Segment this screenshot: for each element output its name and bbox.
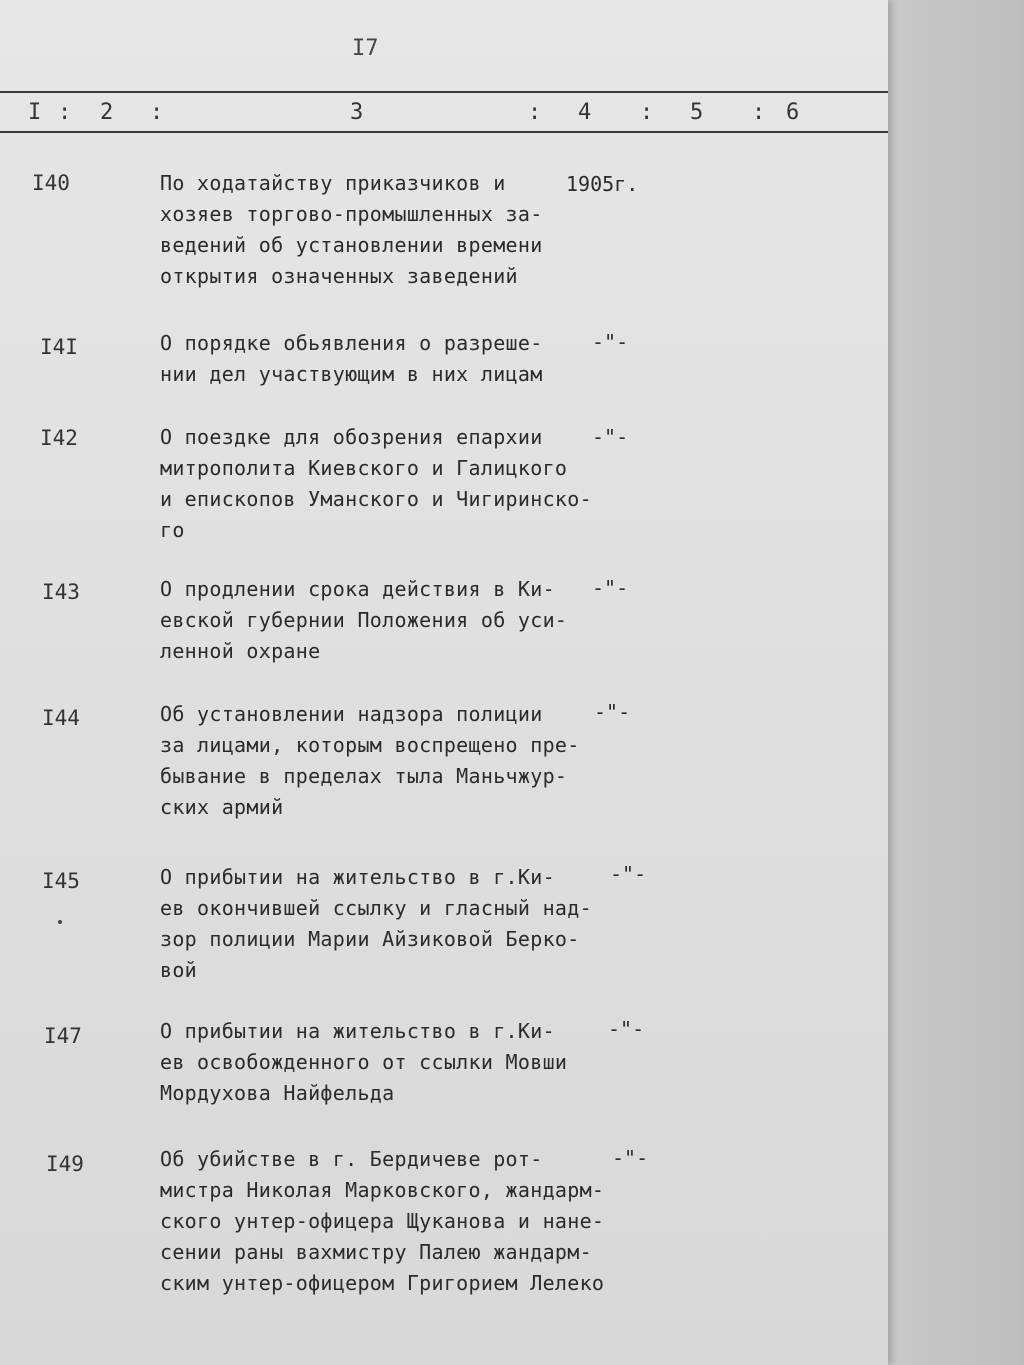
column-header-5: 5: [690, 100, 704, 125]
description-line: ских армий: [160, 795, 284, 819]
ink-mark: [58, 920, 62, 924]
column-header-6: 6: [786, 100, 800, 125]
entry-description: [160, 1016, 600, 1109]
description-line: Об установлении надзора полиции: [160, 702, 543, 726]
description-line: мистра Николая Марковского, жандарм-: [160, 1178, 605, 1202]
description-line: сении раны вахмистру Палею жандарм-: [160, 1240, 592, 1264]
entry-description: [160, 168, 600, 292]
description-line: Мордухова Найфельда: [160, 1081, 395, 1105]
entry-year: -"-: [592, 330, 629, 354]
entry-year: 1905г.: [566, 172, 639, 196]
description-line: го: [160, 518, 185, 542]
entry-number: I42: [40, 426, 78, 450]
description-line: ленной охране: [160, 639, 321, 663]
column-header-3: 3: [350, 100, 364, 125]
entry-number: I49: [46, 1152, 84, 1176]
entry-year: -"-: [594, 700, 631, 724]
description-line: О прибытии на жительство в г.Ки-: [160, 865, 555, 889]
entry-number: I45: [42, 869, 80, 893]
entry-number: I40: [32, 171, 70, 195]
entry-number: I44: [42, 706, 80, 730]
description-line: хозяев торгово-промышленных за-: [160, 202, 543, 226]
description-line: митрополита Киевского и Галицкого: [160, 456, 568, 480]
column-separator: :: [58, 100, 72, 125]
description-line: О прибытии на жительство в г.Ки-: [160, 1019, 555, 1043]
description-line: ведений об установлении времени: [160, 233, 543, 257]
description-line: зор полиции Марии Айзиковой Берко-: [160, 927, 580, 951]
description-line: ев освобожденного от ссылки Мовши: [160, 1050, 568, 1074]
entry-year: -"-: [592, 576, 629, 600]
description-line: бывание в пределах тыла Маньчжур-: [160, 764, 568, 788]
description-line: О поездке для обозрения епархии: [160, 425, 543, 449]
entry-year: -"-: [610, 862, 647, 886]
entry-year: -"-: [608, 1017, 645, 1041]
page-number: I7: [352, 36, 379, 61]
description-line: вой: [160, 958, 198, 982]
entry-year: -"-: [592, 425, 629, 449]
entry-description: [160, 574, 600, 667]
entry-description: [160, 422, 600, 546]
description-line: ев окончившей ссылку и гласный над-: [160, 896, 592, 920]
column-header-4: 4: [578, 100, 592, 125]
entry-number: I4I: [40, 335, 78, 359]
entry-number: I47: [44, 1024, 82, 1048]
entry-number: I43: [42, 580, 80, 604]
description-line: и епископов Уманского и Чигиринско-: [160, 487, 592, 511]
column-separator: :: [150, 100, 164, 125]
description-line: О продлении срока действия в Ки-: [160, 577, 555, 601]
entry-description: [160, 328, 600, 390]
entry-description: [160, 699, 600, 823]
column-header-1: I: [28, 100, 42, 125]
description-line: О порядке обьявления о разреше-: [160, 331, 543, 355]
entry-year: -"-: [612, 1146, 649, 1170]
column-header-2: 2: [100, 100, 114, 125]
description-line: евской губернии Положения об уси-: [160, 608, 568, 632]
entry-description: [160, 862, 600, 986]
description-line: Об убийстве в г. Бердичеве рот-: [160, 1147, 543, 1171]
description-line: открытия означенных заведений: [160, 264, 518, 288]
column-separator: :: [528, 100, 542, 125]
column-separator: :: [640, 100, 654, 125]
description-line: за лицами, которым воспрещено пре-: [160, 733, 580, 757]
entry-description: [160, 1144, 605, 1299]
description-line: По ходатайству приказчиков и: [160, 171, 506, 195]
column-separator: :: [752, 100, 766, 125]
description-line: ским унтер-офицером Григорием Лелеко: [160, 1271, 605, 1295]
header-rule-bottom: [0, 131, 888, 133]
header-rule-top: [0, 91, 888, 93]
description-line: нии дел участвующим в них лицам: [160, 362, 543, 386]
description-line: ского унтер-офицера Щуканова и нане-: [160, 1209, 605, 1233]
